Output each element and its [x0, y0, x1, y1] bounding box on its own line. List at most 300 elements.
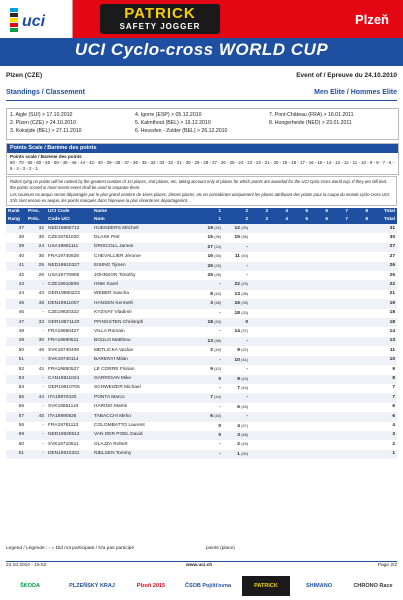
cell-rank: 61	[6, 450, 26, 459]
shimano-logo: SHIMANO	[306, 583, 332, 589]
cell-place: (25)	[214, 263, 221, 268]
cell-e8	[350, 309, 370, 318]
cell-e6	[310, 375, 330, 384]
table-row	[6, 299, 397, 308]
cell-e2	[223, 243, 250, 252]
cell-total: 14	[389, 328, 395, 334]
cell-points: 16	[207, 254, 213, 260]
cell-uci-code: CZE19910809	[46, 280, 92, 289]
cell-e2	[223, 224, 250, 233]
cell-e3	[250, 327, 270, 336]
cell-e3	[250, 309, 270, 318]
cell-e5	[290, 290, 310, 299]
cell-points: 0	[218, 423, 221, 429]
cell-e2	[223, 365, 250, 374]
cell-uci-code: FRA19850527	[48, 366, 79, 372]
cell-total: 18	[370, 318, 397, 327]
col-prev: Prec.	[26, 208, 46, 216]
cell-prev: 30	[26, 337, 46, 346]
tiebreak-notes	[6, 176, 397, 206]
col-rank-fr: Rang	[6, 216, 26, 224]
cell-points: 16	[234, 301, 240, 307]
cell-name: SCHWEIZER Michael	[94, 385, 141, 391]
cell-points: 9	[210, 367, 213, 373]
cell-e2	[223, 440, 250, 449]
standings-body	[6, 224, 397, 459]
cell-place: (43)	[241, 376, 248, 381]
sponsor-strip	[0, 573, 403, 600]
cell-points: 0	[218, 376, 221, 382]
col-event-6: 6	[310, 208, 330, 216]
cell-uci-code: USA19861111	[46, 243, 92, 252]
cell-rank: 42	[18, 272, 24, 278]
cell-place: (42)	[241, 348, 248, 353]
cell-total: 22	[370, 280, 397, 289]
cell-place: (40)	[241, 254, 248, 259]
cell-e6	[310, 233, 330, 242]
cell-uci-code: NED19880712	[46, 224, 92, 233]
col-event-1: 1	[196, 208, 223, 216]
cell-total: 30	[389, 234, 395, 240]
header-banner	[0, 0, 403, 66]
cell-name: TABACCHI Mirko	[92, 412, 196, 421]
cell-e2	[223, 422, 250, 431]
cell-place: (35)	[241, 301, 248, 306]
cell-e6	[310, 271, 330, 280]
table-row	[6, 422, 397, 431]
cell-total: 9	[392, 366, 395, 372]
cell-points: 6	[210, 414, 213, 420]
cell-rank: 44	[18, 291, 24, 297]
cell-total: 25	[389, 272, 395, 278]
cell-e7	[330, 440, 350, 449]
cell-rank: 54	[18, 385, 24, 391]
table-row	[6, 440, 397, 449]
cell-points: 9	[237, 348, 240, 354]
cell-e4	[270, 262, 290, 271]
cell-e4	[270, 290, 290, 299]
cell-place: (29)	[241, 282, 248, 287]
cell-rank: 47	[6, 318, 26, 327]
cell-e4	[270, 412, 290, 421]
cell-e2	[223, 412, 250, 421]
col-event-4: 4	[270, 208, 290, 216]
cell-e1	[196, 290, 223, 299]
cell-e6	[310, 356, 330, 365]
cell-points: 19	[207, 226, 213, 231]
event-item: 1. Aigle (SUI) > 17.10.2010	[10, 112, 73, 118]
cell-e7	[330, 422, 350, 431]
cell-prev: 35	[38, 253, 44, 259]
cell-e1	[196, 422, 223, 431]
cell-points: 2	[210, 348, 213, 354]
cell-prev: 36	[38, 234, 44, 240]
cell-total: 4	[392, 423, 395, 429]
cell-name: PFINGSTEN Christoph	[92, 318, 196, 327]
cell-e3	[250, 375, 270, 384]
cell-e3	[250, 346, 270, 355]
standings-title: Standings / Classement	[6, 89, 85, 96]
cell-e6	[310, 412, 330, 421]
cell-place: (37)	[241, 329, 248, 334]
col-event-7: 7	[330, 208, 350, 216]
cell-prev: 44	[26, 393, 46, 402]
cell-e8	[350, 412, 370, 421]
cell-e1	[196, 233, 223, 242]
cell-e5	[290, 243, 310, 252]
col-name: Name	[92, 208, 196, 216]
cell-points: 25	[207, 273, 213, 279]
cell-points: 13	[207, 338, 213, 344]
table-row	[6, 384, 397, 393]
cell-e2	[223, 337, 250, 346]
cell-place: (48)	[241, 432, 248, 437]
cell-e4	[270, 233, 290, 242]
cell-e5	[290, 422, 310, 431]
cell-e7	[330, 309, 350, 318]
cell-e8	[350, 365, 370, 374]
cell-points: 1	[237, 451, 240, 457]
cell-total: 7	[392, 385, 395, 391]
cell-name: NIELSEN Tommy	[92, 450, 196, 459]
cell-e3	[250, 224, 270, 233]
cell-e7	[330, 299, 350, 308]
cell-e5	[290, 233, 310, 242]
table-row	[6, 403, 397, 412]
cell-e3	[250, 252, 270, 261]
cell-e4	[270, 318, 290, 327]
cell-total: 19	[370, 299, 397, 308]
cell-name: GARRIGAN Mike	[92, 375, 196, 384]
event-date: Event of / Epreuve du 24.10.2010	[296, 72, 397, 79]
cell-points: 6	[237, 404, 240, 410]
table-header-row	[6, 208, 397, 216]
cell-e8	[350, 233, 370, 242]
cell-uci-code: FRA19781113	[48, 423, 79, 429]
cell-e1	[196, 365, 223, 374]
cell-e6	[310, 440, 330, 449]
cell-points: 3	[237, 432, 240, 438]
cell-points: 13	[234, 291, 240, 297]
cell-e6	[310, 337, 330, 346]
cell-e6	[310, 243, 330, 252]
cell-prev: 48	[26, 299, 46, 308]
cell-prev: 45	[26, 412, 46, 421]
cell-e8	[350, 327, 370, 336]
cell-points: 11	[234, 254, 240, 260]
cell-e7	[330, 384, 350, 393]
cell-e8	[350, 393, 370, 402]
cell-e2	[223, 346, 250, 355]
cell-points: 22	[234, 282, 240, 288]
cell-prev: 49	[38, 347, 44, 353]
cell-place: (45)	[241, 404, 248, 409]
cell-uci-code: USA19770805	[48, 272, 80, 278]
cell-uci-code: SVK19861124	[48, 404, 79, 410]
event-item: 8. Hoogerheide (NED) > 23.01.2011	[269, 120, 352, 126]
cell-place: (26)	[214, 273, 221, 278]
cell-e3	[250, 280, 270, 289]
events-list	[6, 108, 399, 140]
cell-uci-code: DEN19910331	[46, 450, 92, 459]
patrick-sponsor-logo	[100, 4, 220, 34]
cell-e5	[290, 431, 310, 440]
cell-name: VAN DER POEL David	[92, 431, 196, 440]
event-item: 4. Igorre (ESP) > 05.12.2010	[135, 112, 202, 118]
event-item: 6. Heusden - Zolder (BEL) > 26.12.2010	[135, 128, 228, 134]
cell-uci-code: SVK19740408	[48, 347, 79, 353]
col-event-8: 8	[350, 208, 370, 216]
cell-rank: 58	[18, 423, 24, 429]
cell-e8	[350, 375, 370, 384]
cell-e1	[196, 327, 223, 336]
cell-place: (36)	[241, 235, 248, 240]
footer-timestamp: 24.10.2010 - 15:52	[6, 563, 47, 568]
cell-e7	[330, 337, 350, 346]
cell-e5	[290, 412, 310, 421]
cell-points: -	[246, 414, 248, 420]
cell-e1	[196, 431, 223, 440]
col-event-7-fr: 7	[330, 216, 350, 224]
cell-uci-code: DEN19911007	[46, 299, 92, 308]
cell-place: (33)	[241, 310, 248, 315]
cell-points: 26	[207, 263, 213, 269]
cell-e3	[250, 365, 270, 374]
cell-e4	[270, 280, 290, 289]
cell-place: (44)	[214, 395, 221, 400]
cell-e6	[310, 224, 330, 233]
cell-points: -	[246, 338, 248, 344]
cell-e1	[196, 346, 223, 355]
cell-e5	[290, 450, 310, 459]
table-row	[6, 375, 397, 384]
cell-e3	[250, 440, 270, 449]
cell-points: 15	[207, 235, 213, 241]
cell-e6	[310, 318, 330, 327]
cell-e7	[330, 356, 350, 365]
cell-e8	[350, 422, 370, 431]
table-row	[6, 450, 397, 459]
cell-uci-code: CZE19761020	[48, 234, 79, 240]
cell-e4	[270, 243, 290, 252]
footer-divider	[6, 561, 397, 562]
col-event-1-fr: 1	[196, 216, 223, 224]
cell-total: 27	[370, 243, 397, 252]
legend-text: Legend / Légende : - = Did not participate / N'a pas participé	[6, 546, 134, 551]
uci-logo-icon	[6, 2, 68, 36]
cell-e2	[223, 271, 250, 280]
cell-e6	[310, 280, 330, 289]
cell-e1	[196, 271, 223, 280]
cell-place: (49)	[214, 348, 221, 353]
cell-prev: -	[26, 450, 46, 459]
cell-name: DLASK Petr	[94, 234, 120, 240]
cell-total: 26	[370, 262, 397, 271]
cell-points: 7	[237, 385, 240, 391]
cell-rank: 38	[18, 234, 24, 240]
cell-e7	[330, 393, 350, 402]
cell-place: (24)	[214, 244, 221, 249]
cell-e3	[250, 337, 270, 346]
cell-e4	[270, 440, 290, 449]
cell-e6	[310, 450, 330, 459]
cell-points: 3	[210, 301, 213, 307]
cell-points: 15	[234, 235, 240, 241]
cell-e4	[270, 309, 290, 318]
cell-e2	[223, 262, 250, 271]
cell-e2	[223, 252, 250, 261]
cell-uci-code: FRA19890511	[46, 337, 92, 346]
cell-rank: 53	[6, 375, 26, 384]
cell-points: 0	[245, 320, 248, 326]
cell-e5	[290, 280, 310, 289]
cell-e2	[223, 375, 250, 384]
cell-place: (33)	[214, 320, 221, 325]
cell-prev: -	[42, 441, 44, 447]
host-city: Plzeň	[355, 12, 389, 27]
col-event-5-fr: 5	[290, 216, 310, 224]
cell-e2	[223, 280, 250, 289]
cell-e4	[270, 271, 290, 280]
cell-e2	[223, 299, 250, 308]
cell-points: 12	[234, 226, 240, 231]
cell-e6	[310, 403, 330, 412]
table-row	[6, 337, 397, 346]
cell-e8	[350, 384, 370, 393]
cell-prev: -	[42, 385, 44, 391]
table-row	[6, 356, 397, 365]
cell-points: -	[219, 451, 221, 457]
cell-e7	[330, 318, 350, 327]
col-event-2: 2	[223, 208, 250, 216]
col-name-fr: Nom	[92, 216, 196, 224]
cell-total: 11	[389, 347, 395, 353]
table-row	[6, 309, 397, 318]
cell-e3	[250, 262, 270, 271]
table-row	[6, 252, 397, 261]
cell-place: (42)	[214, 367, 221, 372]
cell-e4	[270, 431, 290, 440]
cell-e7	[330, 431, 350, 440]
cell-place: (38)	[214, 338, 221, 343]
cell-e6	[310, 309, 330, 318]
cell-rank: 51	[6, 356, 26, 365]
cell-uci-code: SVK19740114	[46, 356, 92, 365]
cell-prev: -	[26, 280, 46, 289]
cell-points: -	[219, 404, 221, 410]
cell-e5	[290, 393, 310, 402]
cell-e8	[350, 280, 370, 289]
cell-rank: 59	[6, 431, 26, 440]
cell-e5	[290, 337, 310, 346]
cell-e8	[350, 318, 370, 327]
cell-e6	[310, 290, 330, 299]
cell-e4	[270, 252, 290, 261]
cell-rank: 45	[6, 299, 26, 308]
cell-total: 18	[389, 310, 395, 316]
cell-e7	[330, 375, 350, 384]
cell-e8	[350, 271, 370, 280]
cell-rank: 50	[18, 347, 24, 353]
points-scale-subtitle: Points scale / Barème des points	[10, 154, 82, 159]
cell-e2	[223, 233, 250, 242]
cell-e5	[290, 262, 310, 271]
cell-points: 2	[237, 442, 240, 448]
cell-e2	[223, 327, 250, 336]
cell-e4	[270, 403, 290, 412]
cell-place: (48)	[214, 301, 221, 306]
cell-e4	[270, 422, 290, 431]
cell-name: HARING Martin	[94, 404, 128, 410]
table-row	[6, 318, 397, 327]
cell-total: 10	[370, 356, 397, 365]
cell-e2	[223, 318, 250, 327]
cell-e2	[223, 309, 250, 318]
cell-points: 27	[207, 244, 213, 250]
cell-rank: 49	[6, 337, 26, 346]
cell-place: (47)	[241, 423, 248, 428]
col-event-3: 3	[250, 208, 270, 216]
cell-e3	[250, 450, 270, 459]
cell-points: -	[219, 329, 221, 335]
cell-uci-code: GER19880223	[48, 291, 80, 297]
cell-e4	[270, 384, 290, 393]
event-item: 3. Koksijde (BEL) > 27.11.2010	[10, 128, 82, 134]
cell-name: HANSEN Kenneth	[92, 299, 196, 308]
skoda-logo: ŠKODA	[20, 583, 40, 589]
cell-prev: -	[42, 310, 44, 316]
cell-e7	[330, 271, 350, 280]
event-item: 7. Pont-Château (FRA) > 16.01.2011	[269, 112, 354, 118]
cell-e8	[350, 224, 370, 233]
cell-e8	[350, 299, 370, 308]
cell-rank: 43	[6, 280, 26, 289]
cell-e4	[270, 375, 290, 384]
cell-e1	[196, 450, 223, 459]
cell-prev: 43	[38, 291, 44, 297]
cell-e7	[330, 252, 350, 261]
cell-e5	[290, 356, 310, 365]
cell-name: EISING Tijmen	[92, 262, 196, 271]
cell-e1	[196, 375, 223, 384]
cell-e6	[310, 422, 330, 431]
cell-name: HNIK Karel	[92, 280, 196, 289]
footer-url[interactable]: www.uci.ch	[186, 563, 213, 568]
col-uci-code: UCI Code	[46, 208, 92, 216]
cell-e1	[196, 318, 223, 327]
cell-e7	[330, 346, 350, 355]
cell-e1	[196, 224, 223, 233]
category-title: Men Elite / Hommes Elite	[314, 89, 397, 96]
cell-rank: 55	[6, 393, 26, 402]
cell-e8	[350, 346, 370, 355]
cell-place: (32)	[214, 226, 221, 230]
cell-name: COLOMBATTO Laurent	[94, 423, 145, 429]
cell-e8	[350, 450, 370, 459]
cell-uci-code: GER19871120	[46, 318, 92, 327]
cell-e4	[270, 356, 290, 365]
cell-e6	[310, 262, 330, 271]
col-event-6-fr: 6	[310, 216, 330, 224]
cell-uci-code: ITA19890825	[46, 412, 92, 421]
cell-points: -	[219, 385, 221, 391]
cell-name: JOHNSON Timothy	[94, 272, 136, 278]
cell-name: PONTA Marco	[92, 393, 196, 402]
cell-prev: 24	[26, 243, 46, 252]
cell-uci-code: NED19910327	[46, 262, 92, 271]
cell-e3	[250, 290, 270, 299]
cell-place: (43)	[214, 291, 221, 296]
